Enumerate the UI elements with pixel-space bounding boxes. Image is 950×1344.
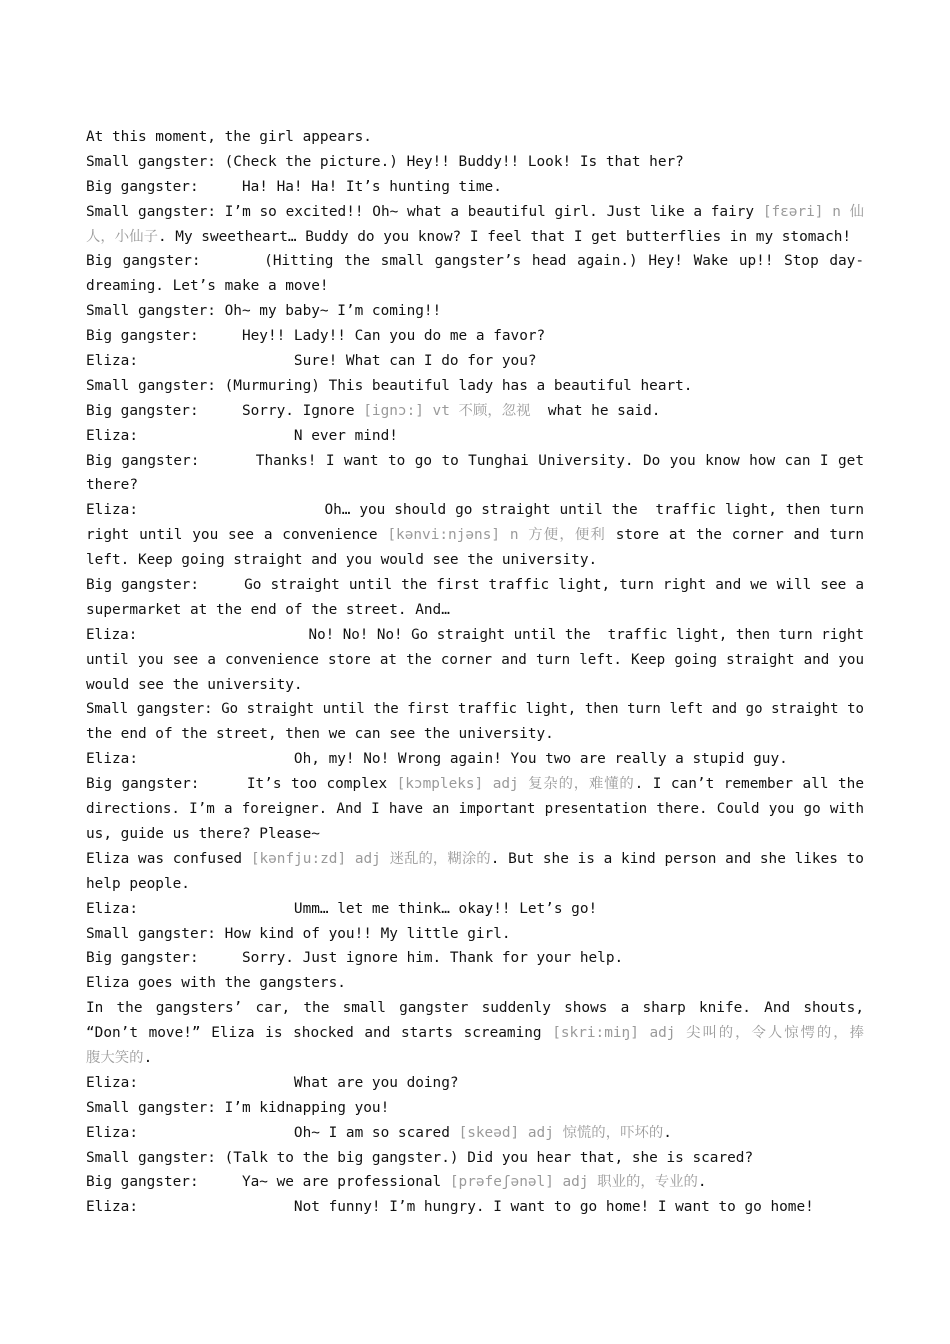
text-line: Eliza: Sure! What can I do for you?	[86, 353, 537, 370]
text-line	[86, 772, 864, 797]
text-line: supermarket at the end of the street. And…	[86, 601, 450, 618]
text-line	[86, 1121, 864, 1146]
text-line: Big gangster: Go straight until the first traffic light, turn right and we will see a	[86, 577, 864, 594]
text-line: Eliza: Oh… you should go straight until the traffic light, then turn	[86, 502, 864, 519]
line-text: Eliza was confused	[86, 850, 251, 867]
text-line: directions. I’m a foreigner. And I have an important presentation there. Could you go with	[86, 801, 864, 818]
text-line	[86, 523, 864, 548]
text-line: dreaming. Let’s make a move!	[86, 278, 329, 295]
line-text: .	[697, 1174, 707, 1191]
line-text: right until you see a convenience	[86, 527, 388, 544]
text-line: Big gangster: (Hitting the small gangster’s head again.) Hey! Wake up!! Stop day-	[86, 253, 864, 270]
text-line: Eliza: Oh, my! No! Wrong again! You two are really a stupid guy.	[86, 751, 788, 768]
text-line: Big gangster: Thanks! I want to go to Tunghai University. Do you know how can I get	[86, 452, 864, 469]
vocabulary-gloss: [kɔmpleks] adj 复杂的，难懂的	[396, 776, 635, 793]
text-line: Small gangster: (Check the picture.) Hey!! Buddy!! Look! Is that her?	[86, 153, 684, 170]
vocabulary-gloss: [skeəd] adj 惊慌的，吓坏的	[458, 1124, 664, 1141]
text-line: Small gangster: Oh~ my baby~ I’m coming!!	[86, 303, 442, 320]
text-line: us, guide us there? Please~	[86, 825, 320, 842]
text-line	[86, 1046, 864, 1071]
text-line: Big gangster: Hey!! Lady!! Can you do me a favor?	[86, 328, 546, 345]
text-line: help people.	[86, 875, 190, 892]
document-page	[86, 125, 864, 1220]
text-line: Small gangster: Go straight until the first traffic light, then turn left and go straight to	[86, 701, 864, 718]
vocabulary-gloss: [fɛəri] n 仙	[762, 203, 864, 220]
line-text: “Don’t move!” Eliza is shocked and starts screaming	[86, 1025, 553, 1042]
text-line	[86, 1170, 864, 1195]
text-line: Big gangster: Sorry. Just ignore him. Thank for your help.	[86, 950, 624, 967]
line-text: what he said.	[530, 402, 661, 419]
vocabulary-gloss: [kənvi:njəns] n 方便，便利	[387, 527, 606, 544]
text-line: there?	[86, 477, 138, 494]
vocabulary-gloss: [prəfeʃənəl] adj 职业的，专业的	[449, 1174, 698, 1191]
vocabulary-gloss: 腹大笑的	[86, 1049, 144, 1066]
text-line: left. Keep going straight and you would see the university.	[86, 552, 598, 569]
line-text: Big gangster: Sorry. Ignore	[86, 402, 364, 419]
text-line: Eliza: N ever mind!	[86, 427, 398, 444]
line-text: . My sweetheart… Buddy do you know? I feel that I get butterflies in my stomach!	[157, 228, 852, 245]
text-line: Small gangster: (Talk to the big gangster.) Did you hear that, she is scared?	[86, 1149, 754, 1166]
vocabulary-gloss: [ignɔ:] vt 不顾，忽视	[363, 402, 531, 419]
line-text: Big gangster: Ya~ we are professional	[86, 1174, 450, 1191]
text-line	[86, 225, 864, 250]
text-line: the end of the street, then we can see the university.	[86, 726, 554, 743]
text-line: would see the university.	[86, 676, 303, 693]
vocabulary-gloss: [kənfju:zd] adj 迷乱的，糊涂的	[250, 850, 491, 867]
text-line: Eliza: What are you doing?	[86, 1074, 459, 1091]
line-text: . I can’t remember all the	[634, 776, 864, 793]
line-text: . But she is a kind person and she likes to	[490, 850, 864, 867]
text-line: Eliza: No! No! No! Go straight until the traffic light, then turn right	[86, 626, 864, 643]
line-text: store at the corner and turn	[605, 527, 864, 544]
text-line: Big gangster: Ha! Ha! Ha! It’s hunting time.	[86, 178, 502, 195]
text-line: Small gangster: (Murmuring) This beautiful lady has a beautiful heart.	[86, 377, 693, 394]
text-line: At this moment, the girl appears.	[86, 129, 372, 145]
text-line: Eliza: Umm… let me think… okay!! Let’s go!	[86, 900, 598, 917]
vocabulary-gloss: 人，小仙子	[86, 228, 158, 245]
text-line: until you see a convenience store at the corner and turn left. Keep going straight and you	[86, 651, 864, 668]
vocabulary-gloss: [skri:miŋ] adj 尖叫的，令人惊愕的，捧	[552, 1025, 864, 1042]
text-line	[86, 847, 864, 872]
line-text: Small gangster: I’m so excited!! Oh~ what a beautiful girl. Just like a fairy	[86, 203, 763, 220]
text-line: Small gangster: I’m kidnapping you!	[86, 1099, 390, 1116]
line-text: .	[663, 1124, 672, 1141]
text-line: Small gangster: How kind of you!! My little girl.	[86, 925, 511, 942]
line-text: Big gangster: It’s too complex	[86, 776, 397, 793]
line-text: .	[143, 1049, 153, 1066]
text-line	[86, 1021, 864, 1046]
line-text: Eliza: Oh~ I am so scared	[86, 1124, 459, 1141]
text-line: Eliza goes with the gangsters.	[86, 975, 346, 992]
text-line: Eliza: Not funny! I’m hungry. I want to go home! I want to go home!	[86, 1199, 814, 1216]
text-line	[86, 399, 864, 424]
text-line: In the gangsters’ car, the small gangster suddenly shows a sharp knife. And shouts,	[86, 1000, 864, 1017]
text-line	[86, 200, 864, 225]
